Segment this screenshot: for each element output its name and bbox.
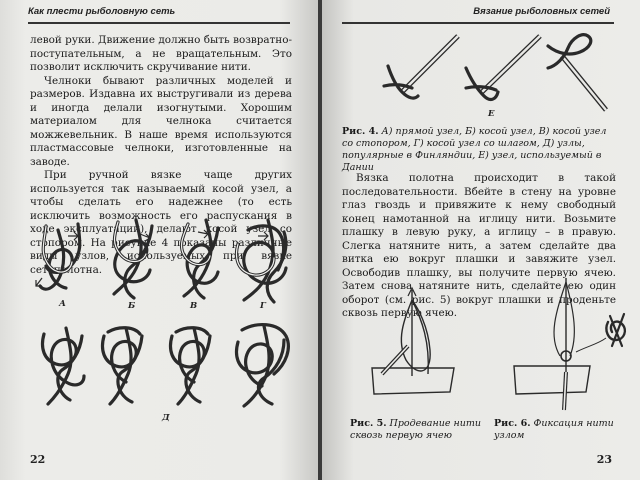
knot-g-illustration	[237, 220, 287, 302]
header-rule-left	[28, 22, 290, 24]
fig6-caption-lead: Рис. 6.	[494, 418, 531, 429]
fig6-caption	[494, 418, 634, 442]
paragraph: При ручной вязке чаще других используется так называемый косой узел, а чтобы сделать его надежнее (то есть исключить возможность его распускания в ходе эксплуатации), делают косой узел со стопором. На рисунке 4 показаны различные виды узлов, используемых при вязке сетеполотна.	[30, 169, 292, 276]
knot-figure-4	[22, 214, 312, 424]
knot-label-b: Б	[128, 301, 136, 311]
running-head-right: Вязание рыболовных сетей	[473, 6, 610, 17]
running-head-left: Как плести рыболовную сеть	[28, 6, 176, 17]
page-number-right: 23	[596, 453, 612, 466]
right-page	[322, 0, 640, 480]
fig4-caption-text: А) прямой узел, Б) косой узел, В) косой узел со стопором, Г) косой узел со шлагом, Д) узлы, популярные в Финляндии, Е) узел, используемый в Дании	[342, 126, 607, 173]
knot-detail-inset	[606, 314, 624, 346]
paragraph: Челноки бывают различных моделей и размеров. Издавна их выстругивали из дерева и иногда делали изогнутыми. Хорошим материалом для челнока считается можжевельник. В наше время используются пластмассовые челноки, изготовленные на заводе.	[30, 74, 292, 168]
knot-label-a: А	[59, 299, 66, 309]
fig4-caption	[342, 126, 616, 174]
netting-needle-1	[384, 36, 458, 98]
knot-b-illustration	[114, 220, 152, 298]
knot-a-illustration	[36, 224, 80, 289]
fig5-caption	[350, 418, 486, 442]
netting-needle-2	[466, 36, 540, 99]
fig4-caption-lead: Рис. 4.	[342, 126, 379, 137]
left-page	[0, 0, 318, 480]
knot-d-illustration-1	[43, 328, 85, 404]
knot-d-illustration-3	[171, 328, 211, 404]
netting-needle-3	[548, 35, 606, 110]
fig6-caption-text: Фиксация нити узлом	[494, 418, 614, 441]
fig-e-label: Е	[488, 109, 495, 119]
fig5-caption-text: Продевание нити сквозь первую ячею	[350, 418, 481, 441]
paragraph: Вязка полотна происходит в такой последовательности. Вбейте в стену на уровне глаз гвоздь и привяжите к нему свободный конец намотанной на иглицу нити. Возьмите плашку в левую руку, а иглицу – в правую. Слегка натяните нить, а затем сделайте два витка ею вокруг плашки и завяжите узел. Освободив плашку, вы получите первую ячею. Затем снова натяните нить, сделайте ею один оборот (см. рис. 5) вокруг плашки и проденьте сквозь первую ячею.	[342, 172, 616, 319]
fig5-illustration	[352, 280, 482, 410]
knot-d-illustration-2	[103, 328, 143, 404]
knot-d-illustration-4	[237, 325, 289, 406]
page-number-left: 22	[30, 453, 46, 466]
knot-label-v: В	[190, 301, 198, 311]
knot-v-illustration	[182, 220, 218, 298]
knot-e-figure	[362, 26, 622, 119]
knot-label-g: Г	[260, 301, 266, 311]
header-rule-right	[342, 22, 614, 24]
paragraph: левой руки. Движение должно быть возвратно-поступательным, а не вращательным. Это позволит исключить скручивание нити.	[30, 34, 292, 73]
fig6-illustration	[504, 272, 634, 412]
knot-label-d: Д	[162, 413, 170, 423]
fig5-caption-lead: Рис. 5.	[350, 418, 387, 429]
